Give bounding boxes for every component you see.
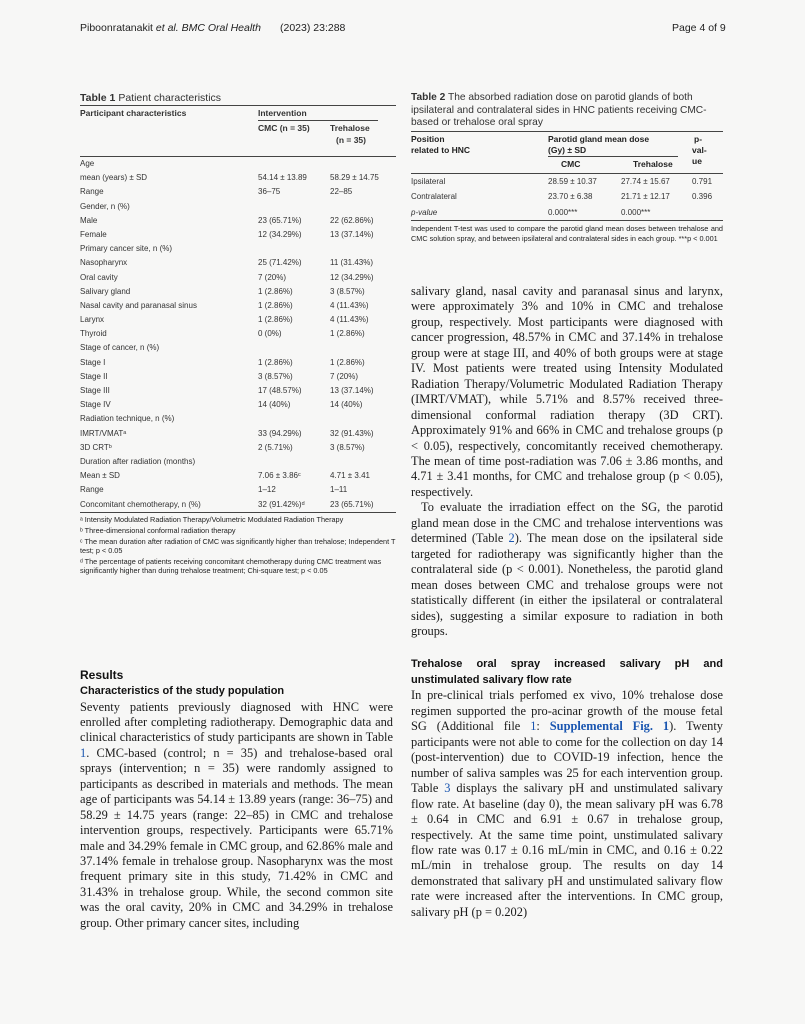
table-row [80,228,396,242]
table-cell: 7 (20%) [258,272,287,282]
table-cell: Concomitant chemotherapy, n (%) [80,499,201,509]
table-2-head-position-2: related to HNC [411,144,471,155]
header-issue: (2023) 23:288 [280,22,346,34]
table-cell: 28.59 ± 10.37 [548,176,597,186]
table-cell: 4.71 ± 3.41 [330,471,370,481]
table-1 [80,92,396,577]
table-cell: 1 (2.86%) [258,300,293,310]
table-cell: 12 (34.29%) [258,229,302,239]
table-2-caption [411,92,723,132]
table-2-title: The absorbed radiation dose on parotid glands of both ipsilateral and contralateral sides in HNC patients receiving CMC-based or trehalose oral spray [411,92,707,128]
table-row [80,271,396,285]
supplemental-figure-link[interactable]: Supplemental Fig. 1 [549,719,670,734]
paragraph-continued: salivary gland, nasal cavity and paranasal sinus and larynx, were approximately 3% and 10% in CMC and trehalose group, respectively. Most participants were diagnosed with cancer progression, 48.57% in CMC and 37.14% in trehalose group were at stage III, and 40% of both groups were at stage IV. Most patients were treated using Intensity Modulated Radiation Therapy/Volumetric Modulated Radiation Therapy (IMRT/VMAT), while 5.71% and 8.57% received three-dimensional conformal radiation therapy (3D CRT). Approximately 91% and 66% in CMC and trehalose groups (p < 0.05), respectively, concomitantly received chemotherapy. The mean of time post-radiation was 7.06 ± 3.86 months, and 4.71 ± 3.41 months, for CMC and trehalose group (p < 0.05), respectively. [411,284,723,499]
table-footnote: ᵃ Intensity Modulated Radiation Therapy/Volumetric Modulated Radiation Therapy [80,514,344,524]
table-cell: Gender, n (%) [80,201,130,211]
table-row [80,427,396,441]
table-cell: Stage IV [80,400,111,410]
header-authors: Piboonratanakit [80,22,156,34]
table-cell: 21.71 ± 12.17 [621,192,670,201]
table-cell: 0.000*** [548,207,578,217]
table-cell: Duration after radiation (months) [80,456,196,466]
table-cell: 0.791 [692,176,713,186]
table-cell: 4 (11.43%) [330,315,369,325]
table-2-head-rule [548,156,678,157]
table-row [80,242,396,256]
table-row [411,205,723,221]
table-1-footnotes [80,515,396,575]
para-text: displays the salivary pH and unstimulated salivary flow rate. At baseline (day 0), the mean salivary pH was 6.78 ± 0.64 in CMC and 6.91 ± 0.67 in trehalose group, respectively. At the same time point, unstimulated salivary flow rate was 0.17 ± 0.16 mL/min in CMC, and 0.16 ± 0.22 mL/min in trehalose group. The results on day 14 demonstrated that salivary pH and unstimulated salivary flow rate were increased after the interventions. In CMC group, salivary pH (p = 0.202) [411,781,723,919]
table-cell: 1 (2.86%) [258,315,293,325]
para-text: : [536,719,550,734]
table-row [411,189,723,205]
table-cell: Nasopharynx [80,258,128,268]
table-cell: 7 (20%) [330,371,359,381]
paragraph-radiation-dose [411,500,723,639]
right-column-text [411,284,723,920]
table-row [80,313,396,327]
table-2-label: Table 2 [411,92,446,103]
table-row [80,327,396,341]
table-cell: 1–12 [258,485,276,495]
table-row [80,412,396,426]
table-cell: Larynx [80,315,105,325]
table-cell: 22–85 [330,187,353,197]
table-row [80,455,396,469]
table-1-head-rule [258,120,378,121]
table-row [80,384,396,398]
table-row [80,398,396,412]
table-2-head-position: Position [411,133,445,144]
table-2-head-p-3: ue [692,155,702,166]
table-1-head-cmc: CMC (n = 35) [258,123,310,133]
table-cell: 1 (2.86%) [258,286,293,296]
table-2-head-dose-2: (Gy) ± SD [548,144,587,155]
table-cell: 13 (37.14%) [330,386,374,395]
table-1-link[interactable]: 1 [80,745,87,760]
table-cell: 27.74 ± 15.67 [621,176,670,186]
table-cell: 58.29 ± 14.75 [330,173,379,183]
table-footnote: ᵇ Three-dimensional conformal radiation therapy [80,525,236,535]
table-cell: 13 (37.14%) [330,229,374,239]
table-2-head-dose: Parotid gland mean dose [548,133,650,144]
para-text: To evaluate the irradiation effect on the SG, the parotid gland mean dose in the CMC and trehalose interventions was determined (Table [411,500,723,546]
table-cell: Ipsilateral [411,176,446,186]
para-text: ). Twenty participants were not able to come for the collection on day 14 (post-intervention) due to COVID-19 infection, hence the number of saliva samples was 25 for each intervention group. Table [411,719,723,796]
table-cell: Stage I [80,357,106,367]
table-cell: 1 (2.86%) [258,357,293,367]
table-cell: 7.06 ± 3.86ᶜ [258,471,301,481]
table-cell: 0.000*** [621,207,651,217]
table-cell: Male [80,215,98,225]
table-cell: Stage II [80,371,108,381]
table-cell: 32 (91.43%) [330,428,374,438]
table-cell: Contralateral [411,192,457,201]
table-row [411,174,723,190]
table-cell: 23 (65.71%) [330,499,374,509]
table-2 [411,92,723,243]
table-footnote: ᶜ The mean duration after radiation of CMC was significantly higher than trehalose; Independent T test; p < 0.05 [80,536,396,555]
paragraph-characteristics [80,700,393,932]
table-cell: 25 (71.42%) [258,258,302,268]
para-text: . CMC-based (control; n = 35) and trehalose-based oral sprays (intervention; n = 35) were randomly assigned to participants as described in materials and methods. The mean age of participants was 54.14 ± 13.89 years (range: 36–75) and 58.29 ± 14.75 years (range: 22–85) in CMC and trehalose intervention groups, respectively. Participants were 65.71% male and 34.29% female in CMC group, and 62.86% male and 37.14% female in trehalose group. Nasopharynx was the most frequent primary site in this study, 71.42% in CMC and 31.43% in trehalose group. While, the second common site was the oral cavity, 20% in CMC and 34.29% in trehalose group. Other primary cancer sites, including [80,745,393,930]
table-cell: Salivary gland [80,286,131,296]
running-header-citation [80,22,261,34]
table-row [80,469,396,483]
table-cell: 1 (2.86%) [330,357,365,367]
table-cell: Stage of cancer, n (%) [80,343,160,353]
table-cell: 14 (40%) [330,400,363,410]
table-cell: 11 (31.43%) [330,258,373,268]
table-row [80,341,396,355]
table-cell: 3D CRTᵇ [80,442,112,452]
table-cell: 1 (2.86%) [330,329,365,339]
table-row [80,498,396,512]
table-2-head-cmc: CMC [561,158,581,169]
table-cell: 3 (8.57%) [330,286,365,296]
table-row [80,483,396,497]
paragraph-trehalose [411,688,723,920]
table-cell: Female [80,229,107,239]
table-cell: Range [80,187,104,197]
table-cell: 3 (8.57%) [258,371,293,381]
table-cell: Oral cavity [80,272,118,282]
table-row [80,256,396,270]
table-row [80,214,396,228]
table-cell: 14 (40%) [258,400,291,410]
table-row [80,171,396,185]
table-1-title: Patient characteristics [115,92,222,104]
table-2-link[interactable]: 2 [508,531,515,546]
subsection-heading-trehalose: Trehalose oral spray increased salivary pH and unstimulated salivary flow rate [411,658,723,686]
table-1-body [80,157,396,512]
table-1-header [80,106,396,157]
additional-file-link[interactable]: 1 [530,719,537,734]
table-2-header [411,132,723,174]
table-cell: Primary cancer site, n (%) [80,244,173,254]
table-cell: 22 (62.86%) [330,215,374,225]
table-cell: 3 (8.57%) [330,442,365,452]
table-cell: 32 (91.42%)ᵈ [258,499,305,509]
table-cell: 17 (48.57%) [258,386,302,395]
subsection-heading-characteristics: Characteristics of the study population [80,685,285,697]
table-cell: Radiation technique, n (%) [80,414,175,424]
table-cell: 23.70 ± 6.38 [548,192,593,201]
table-cell: 4 (11.43%) [330,300,369,310]
table-cell: p-value [411,207,438,217]
header-journal: et al. BMC Oral Health [155,22,261,34]
table-cell: 23 (65.71%) [258,215,302,225]
table-cell: 36–75 [258,187,281,197]
table-cell: 54.14 ± 13.89 [258,173,307,183]
left-column-text [80,668,393,931]
table-2-body [411,174,723,221]
table-row [80,285,396,299]
table-cell: 0 (0%) [258,329,282,339]
table-row [80,441,396,455]
table-cell: Age [80,159,95,168]
table-cell: Stage III [80,386,110,395]
table-1-head-trehalose-n: (n = 35) [336,135,366,145]
table-cell: 33 (94.29%) [258,428,302,438]
table-cell: 12 (34.29%) [330,272,374,282]
para-text: In pre-clinical trials perfomed ex vivo, 10% trehalose dose regimen supported the pro-acinar growth of the mouse fetal SG (Additional file [411,688,723,734]
table-cell: 0.396 [692,192,713,201]
table-cell: Thyroid [80,329,107,339]
table-footnote: ᵈ The percentage of patients receiving concomitant chemotherapy during CMC treatment was significantly higher than during trehalose treatment; Chi-square test; p < 0.05 [80,556,382,575]
table-row [80,370,396,384]
table-row [80,185,396,199]
para-text: ). The mean dose on the ipsilateral side targeted for radiotherapy was significantly higher than the contralateral side (p < 0.001). Nonetheless, the parotid gland mean doses between CMC and trehalose groups were not statistically different (in either the ipsilateral or contralateral sides), suggesting a similar exposure to radiation in both groups. [411,531,723,638]
table-row [80,299,396,313]
table-1-head-characteristics: Participant characteristics [80,108,187,118]
table-cell: Range [80,485,104,495]
table-cell: Mean ± SD [80,471,120,481]
table-1-bottom-rule [80,512,396,513]
table-cell: mean (years) ± SD [80,173,148,183]
table-1-label: Table 1 [80,92,116,104]
section-heading-results: Results [80,668,124,682]
table-row [80,157,396,171]
table-1-head-trehalose: Trehalose [330,123,370,133]
table-row [80,356,396,370]
table-1-caption [80,92,396,106]
table-3-link[interactable]: 3 [444,781,451,796]
table-cell: Nasal cavity and paranasal sinus [80,300,197,310]
table-2-head-p-2: val- [692,144,707,155]
table-row [80,200,396,214]
para-text: Seventy patients previously diagnosed with HNC were enrolled after completing radiotherapy. Demographic data and clinical characteristics of study participants are shown in Table [80,699,393,745]
table-cell: IMRT/VMATᵃ [80,428,127,438]
table-2-note: Independent T-test was used to compare the parotid gland mean doses between trehalose and CMC solution spray, and between ipsilateral and contralateral sides in each group. ***p < 0.001 [411,220,723,243]
table-2-head-p: p- [694,133,703,144]
table-1-head-intervention: Intervention [258,108,307,118]
table-cell: 2 (5.71%) [258,442,293,452]
header-page-number: Page 4 of 9 [672,22,726,34]
table-cell: 1–11 [330,485,348,495]
table-2-head-trehalose: Trehalose [633,158,673,169]
